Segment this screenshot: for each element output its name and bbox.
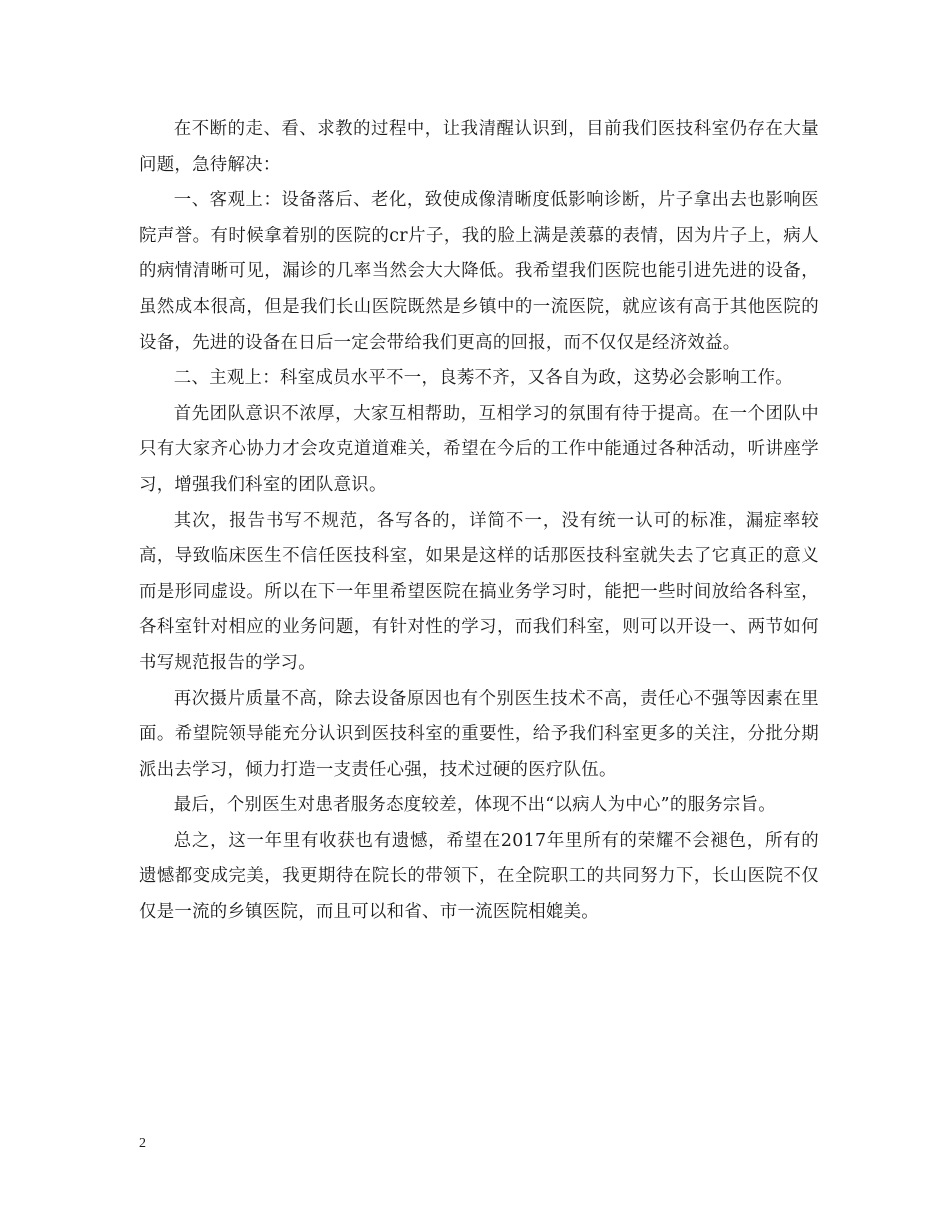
page-number: 2 — [139, 1136, 146, 1151]
paragraph-intro: 在不断的走、看、求教的过程中，让我清醒认识到，目前我们医技科室仍存在大量问题，急待解决： — [139, 119, 819, 175]
paragraph-objective: 一、客观上：设备落后、老化，致使成像清晰度低影响诊断，片子拿出去也影响医院声誉。有时候拿着别的医院的cr片子，我的脸上满是羡慕的表情，因为片子上，病人的病情清晰可见，漏诊的几率当然会大大降低。我希望我们医院也能引进先进的设备，虽然成本很高，但是我们长山医院既然是乡镇中的一流医院，就应该有高于其他医院的设备，先进的设备在日后一定会带给我们更高的回报，而不仅仅是经济效益。 — [139, 190, 819, 353]
document-body — [139, 112, 819, 931]
paragraph-reports: 其次，报告书写不规范，各写各的，详简不一，没有统一认可的标准，漏症率较高，导致临床医生不信任医技科室，如果是这样的话那医技科室就失去了它真正的意义而是形同虚设。所以在下一年里希望医院在搞业务学习时，能把一些时间放给各科室，各科室针对相应的业务问题，有针对性的学习，而我们科室，则可以开设一、两节如何书写规范报告的学习。 — [139, 510, 819, 673]
paragraph-service-attitude: 最后，个别医生对患者服务态度较差，体现不出“以病人为中心”的服务宗旨。 — [173, 795, 776, 816]
paragraph-imaging-quality: 再次摄片质量不高，除去设备原因也有个别医生技术不高，责任心不强等因素在里面。希望院领导能充分认识到医技科室的重要性，给予我们科室更多的关注，分批分期派出去学习，倾力打造一支责任心强，技术过硬的医疗队伍。 — [139, 688, 819, 780]
paragraph-teamwork: 首先团队意识不浓厚，大家互相帮助，互相学习的氛围有待于提高。在一个团队中只有大家齐心协力才会攻克道道难关，希望在今后的工作中能通过各种活动，听讲座学习，增强我们科室的团队意识。 — [139, 403, 819, 495]
paragraph-subjective: 二、主观上：科室成员水平不一，良莠不齐，又各自为政，这势必会影响工作。 — [173, 368, 793, 389]
paragraph-conclusion: 总之，这一年里有收获也有遗憾，希望在2017年里所有的荣耀不会褪色，所有的遗憾都变成完美，我更期待在院长的带领下，在全院职工的共同努力下，长山医院不仅仅是一流的乡镇医院，而且可以和省、市一流医院相媲美。 — [139, 830, 819, 923]
